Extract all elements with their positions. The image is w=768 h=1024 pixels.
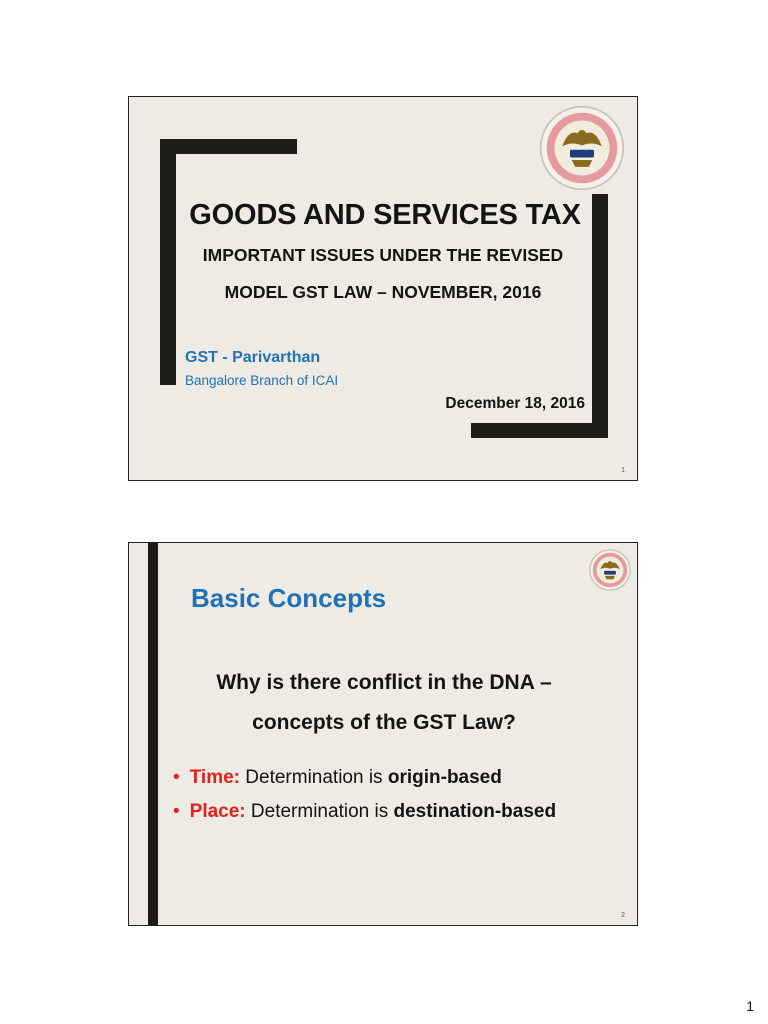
slide1-org: GST - Parivarthan xyxy=(185,349,321,366)
slide1-title: GOODS AND SERVICES TAX xyxy=(189,199,581,231)
icai-emblem-icon xyxy=(539,105,625,191)
bullet-item xyxy=(173,801,556,823)
slide2-number: 2 xyxy=(621,912,625,919)
frame-bar-right xyxy=(592,194,608,438)
slide1-subtitle-line1: IMPORTANT ISSUES UNDER THE REVISED xyxy=(202,245,564,265)
slide1-number: 1 xyxy=(621,467,625,474)
bullet-dot-icon: • xyxy=(173,767,180,788)
bullet-list xyxy=(173,767,556,835)
bullet-label: Time: xyxy=(189,767,240,788)
slide1-subtitle-line2: MODEL GST LAW – NOVEMBER, 2016 xyxy=(224,282,542,302)
frame-bar-bottom-right xyxy=(471,423,608,438)
slide2-question-line2: concepts of the GST Law? xyxy=(252,711,516,734)
bullet-text: Determination is xyxy=(250,801,389,822)
page-number: 1 xyxy=(746,998,754,1014)
bullet-text: Determination is xyxy=(245,767,383,788)
bullet-item xyxy=(173,767,556,789)
slide2-question-line1: Why is there conflict in the DNA – xyxy=(216,671,552,694)
bullet-label: Place: xyxy=(189,801,246,822)
slide2-title: Basic Concepts xyxy=(191,583,387,613)
slide-2 xyxy=(128,542,638,926)
left-accent-bar xyxy=(148,543,158,926)
slide1-branch: Bangalore Branch of ICAI xyxy=(185,373,339,388)
icai-emblem-icon xyxy=(589,549,631,591)
slide-1 xyxy=(128,96,638,481)
slide1-date: December 18, 2016 xyxy=(445,395,585,412)
bullet-emphasis: origin-based xyxy=(387,767,502,788)
frame-bar-top-left xyxy=(160,139,297,154)
bullet-dot-icon: • xyxy=(173,801,180,822)
bullet-emphasis: destination-based xyxy=(393,801,557,822)
